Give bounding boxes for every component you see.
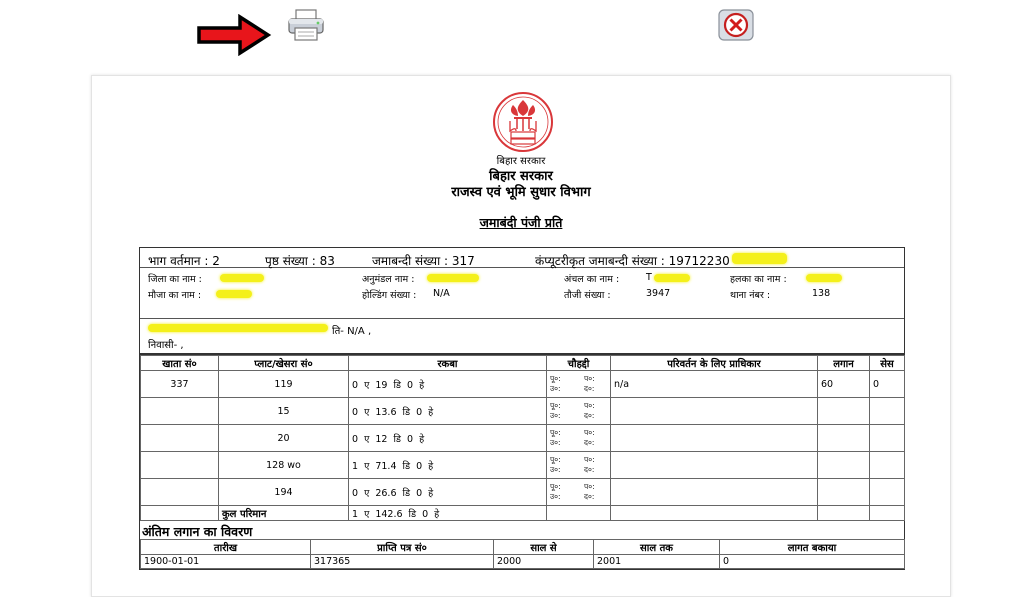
holding-label: होल्डिंग संख्या : [362,290,417,301]
rakba-cell: 0 ए 19 डि 0 हे [349,371,547,398]
west-label: प०: [584,374,595,383]
plot-cell: 194 [219,479,349,506]
table-row [141,555,905,569]
col-ses: सेस [870,356,905,371]
anchal-value: T [646,272,652,283]
east-label: पू०: [550,428,561,437]
mauja-label: मौजा का नाम : [148,290,202,301]
col-authority: परिवर्तन के लिए प्राधिकार [611,356,818,371]
bihar-emblem-icon [487,91,559,155]
anchal-label: अंचल का नाम : [564,274,620,285]
col-receipt: प्राप्ति पत्र सं० [311,540,494,555]
lagan-section-title: अंतिम लगान का विवरण [142,524,253,539]
due-cell: 0 [720,555,905,569]
redaction-highlight [427,272,479,283]
lagan-cell [818,398,870,425]
south-label: द०: [584,465,595,474]
redaction-highlight [654,272,690,283]
red-arrow-icon [196,14,272,56]
redaction-highlight [732,251,787,265]
ses-cell [870,425,905,452]
date-cell: 1900-01-01 [141,555,311,569]
plot-cell: 20 [219,425,349,452]
authority-cell: n/a [611,371,818,398]
computer-jamabandi: कंप्यूटरीकृत जमाबन्दी संख्या : 19712230 [535,254,730,268]
jamabandi-sankhya: जमाबन्दी संख्या : 317 [372,254,475,268]
total-empty [870,506,905,521]
total-empty [547,506,611,521]
anumandal-label: अनुमंडल नाम : [362,274,415,285]
khata-cell [141,479,219,506]
redaction-highlight [148,323,328,334]
resident-line-2: निवासी- , [148,340,184,351]
boundary-cell [547,479,611,506]
west-label: प०: [584,455,595,464]
redaction-highlight [806,272,842,283]
rakba-cell: 1 ए 71.4 डि 0 हे [349,452,547,479]
east-label: पू०: [550,401,561,410]
rakba-cell: 0 ए 13.6 डि 0 हे [349,398,547,425]
resident-info [140,319,904,355]
col-due: लागत बकाया [720,540,905,555]
ses-cell: 0 [870,371,905,398]
east-label: पू०: [550,374,561,383]
boundary-cell [547,452,611,479]
bhag-vartaman: भाग वर्तमान : 2 [148,254,220,268]
north-label: उ०: [550,438,561,447]
lagan-table-header [141,540,905,555]
plot-table-header [141,356,905,371]
north-label: उ०: [550,492,561,501]
ses-cell [870,398,905,425]
plot-cell: 128 wo [219,452,349,479]
boundary-cell [547,398,611,425]
lagan-cell [818,452,870,479]
tauji-label: तौजी संख्या : [564,290,611,301]
west-label: प०: [584,401,595,410]
boundary-cell [547,371,611,398]
west-label: प०: [584,482,595,491]
total-empty [818,506,870,521]
from-cell: 2000 [494,555,594,569]
col-to: साल तक [594,540,720,555]
redaction-highlight [220,272,264,283]
emblem-caption: बिहार सरकार [496,156,546,167]
prishth-sankhya: पृष्ठ संख्या : 83 [265,254,335,268]
boundary-cell [547,425,611,452]
document-title-text: जमाबंदी पंजी प्रति [479,215,563,230]
khata-cell [141,425,219,452]
total-empty [611,506,818,521]
khata-cell: 337 [141,371,219,398]
receipt-cell: 317365 [311,555,494,569]
col-khata: खाता सं० [141,356,219,371]
south-label: द०: [584,384,595,393]
north-label: उ०: [550,411,561,420]
printer-icon[interactable] [286,8,326,42]
south-label: द०: [584,492,595,501]
government-name: बिहार सरकार [489,169,553,184]
col-lagan: लगान [818,356,870,371]
north-label: उ०: [550,465,561,474]
col-from: साल से [494,540,594,555]
east-label: पू०: [550,482,561,491]
register-box [139,247,905,570]
col-chauhaddi: चौहद्दी [547,356,611,371]
plot-cell: 15 [219,398,349,425]
south-label: द०: [584,438,595,447]
rakba-cell: 0 ए 26.6 डि 0 हे [349,479,547,506]
lagan-table [140,539,905,569]
halka-label: हलका का नाम : [730,274,787,285]
col-plot: प्लाट/खेसरा सं० [219,356,349,371]
jamabandi-document [91,75,951,597]
ses-cell [870,452,905,479]
viewer-toolbar [0,0,1024,60]
table-row [141,398,905,425]
table-row [141,425,905,452]
tauji-value: 3947 [646,288,671,299]
total-label: कुल परिमान [219,506,349,521]
summary-row [140,248,904,268]
lagan-cell: 60 [818,371,870,398]
close-icon[interactable] [718,9,754,41]
department-name: राजस्व एवं भूमि सुधार विभाग [451,185,591,200]
lagan-cell [818,425,870,452]
north-label: उ०: [550,384,561,393]
plot-table [140,355,905,521]
rakba-cell: 0 ए 12 डि 0 हे [349,425,547,452]
south-label: द०: [584,411,595,420]
total-value: 1 ए 142.6 डि 0 हे [349,506,547,521]
resident-line-1: ति- N/A , [332,326,372,337]
total-empty [141,506,219,521]
ses-cell [870,479,905,506]
west-label: प०: [584,428,595,437]
table-row [141,371,905,398]
authority-cell [611,452,818,479]
jila-label: जिला का नाम : [148,274,202,285]
authority-cell [611,398,818,425]
col-rakba: रकबा [349,356,547,371]
khata-cell [141,452,219,479]
plot-cell: 119 [219,371,349,398]
holding-value: N/A [433,288,450,299]
table-row [141,479,905,506]
authority-cell [611,425,818,452]
total-row [141,506,905,521]
location-info [140,268,904,319]
lagan-cell [818,479,870,506]
authority-cell [611,479,818,506]
east-label: पू०: [550,455,561,464]
thana-label: थाना नंबर : [730,290,771,301]
col-date: तारीख [141,540,311,555]
table-row [141,452,905,479]
document-title [92,214,950,231]
khata-cell [141,398,219,425]
thana-value: 138 [812,288,831,299]
to-cell: 2001 [594,555,720,569]
redaction-highlight [216,288,252,299]
